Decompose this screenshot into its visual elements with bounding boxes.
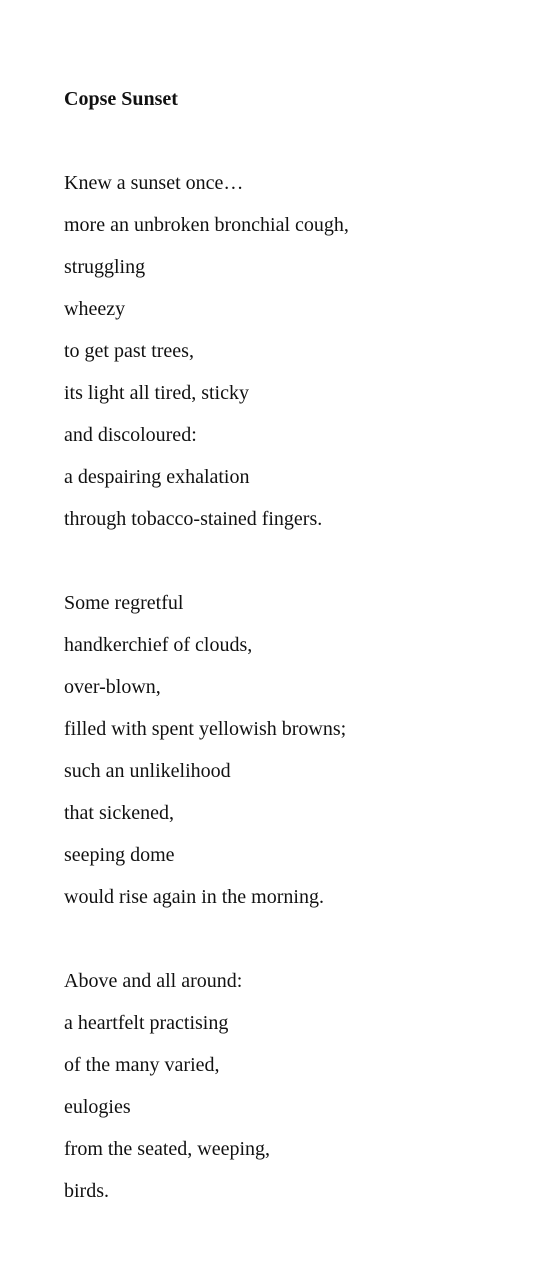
poem-line: a heartfelt practising <box>64 1012 229 1034</box>
poem-line: filled with spent yellowish browns; <box>64 718 347 740</box>
poem-line: birds. <box>64 1180 109 1202</box>
poem-line: that sickened, <box>64 802 174 824</box>
poem-line: seeping dome <box>64 844 175 866</box>
poem-line: handkerchief of clouds, <box>64 634 253 656</box>
poem-line: from the seated, weeping, <box>64 1138 271 1160</box>
poem-line: and discoloured: <box>64 424 197 446</box>
poem-line: through tobacco-stained fingers. <box>64 508 323 530</box>
poem-line: wheezy <box>64 298 126 320</box>
poem-line: a despairing exhalation <box>64 466 250 488</box>
poem-line: Knew a sunset once… <box>64 172 244 194</box>
poem-line: of the many varied, <box>64 1054 220 1076</box>
poem-line: Some regretful <box>64 592 184 614</box>
poem-line: more an unbroken bronchial cough, <box>64 214 349 236</box>
poem-line: struggling <box>64 256 146 278</box>
poem-line: over-blown, <box>64 676 161 698</box>
poem-line: Above and all around: <box>64 970 243 992</box>
poem-line: to get past trees, <box>64 340 194 362</box>
poem-line: such an unlikelihood <box>64 760 231 782</box>
poem-line: its light all tired, sticky <box>64 382 249 404</box>
poem-title: Copse Sunset <box>64 88 178 110</box>
poem-line: eulogies <box>64 1096 131 1118</box>
poem-line: would rise again in the morning. <box>64 886 324 908</box>
